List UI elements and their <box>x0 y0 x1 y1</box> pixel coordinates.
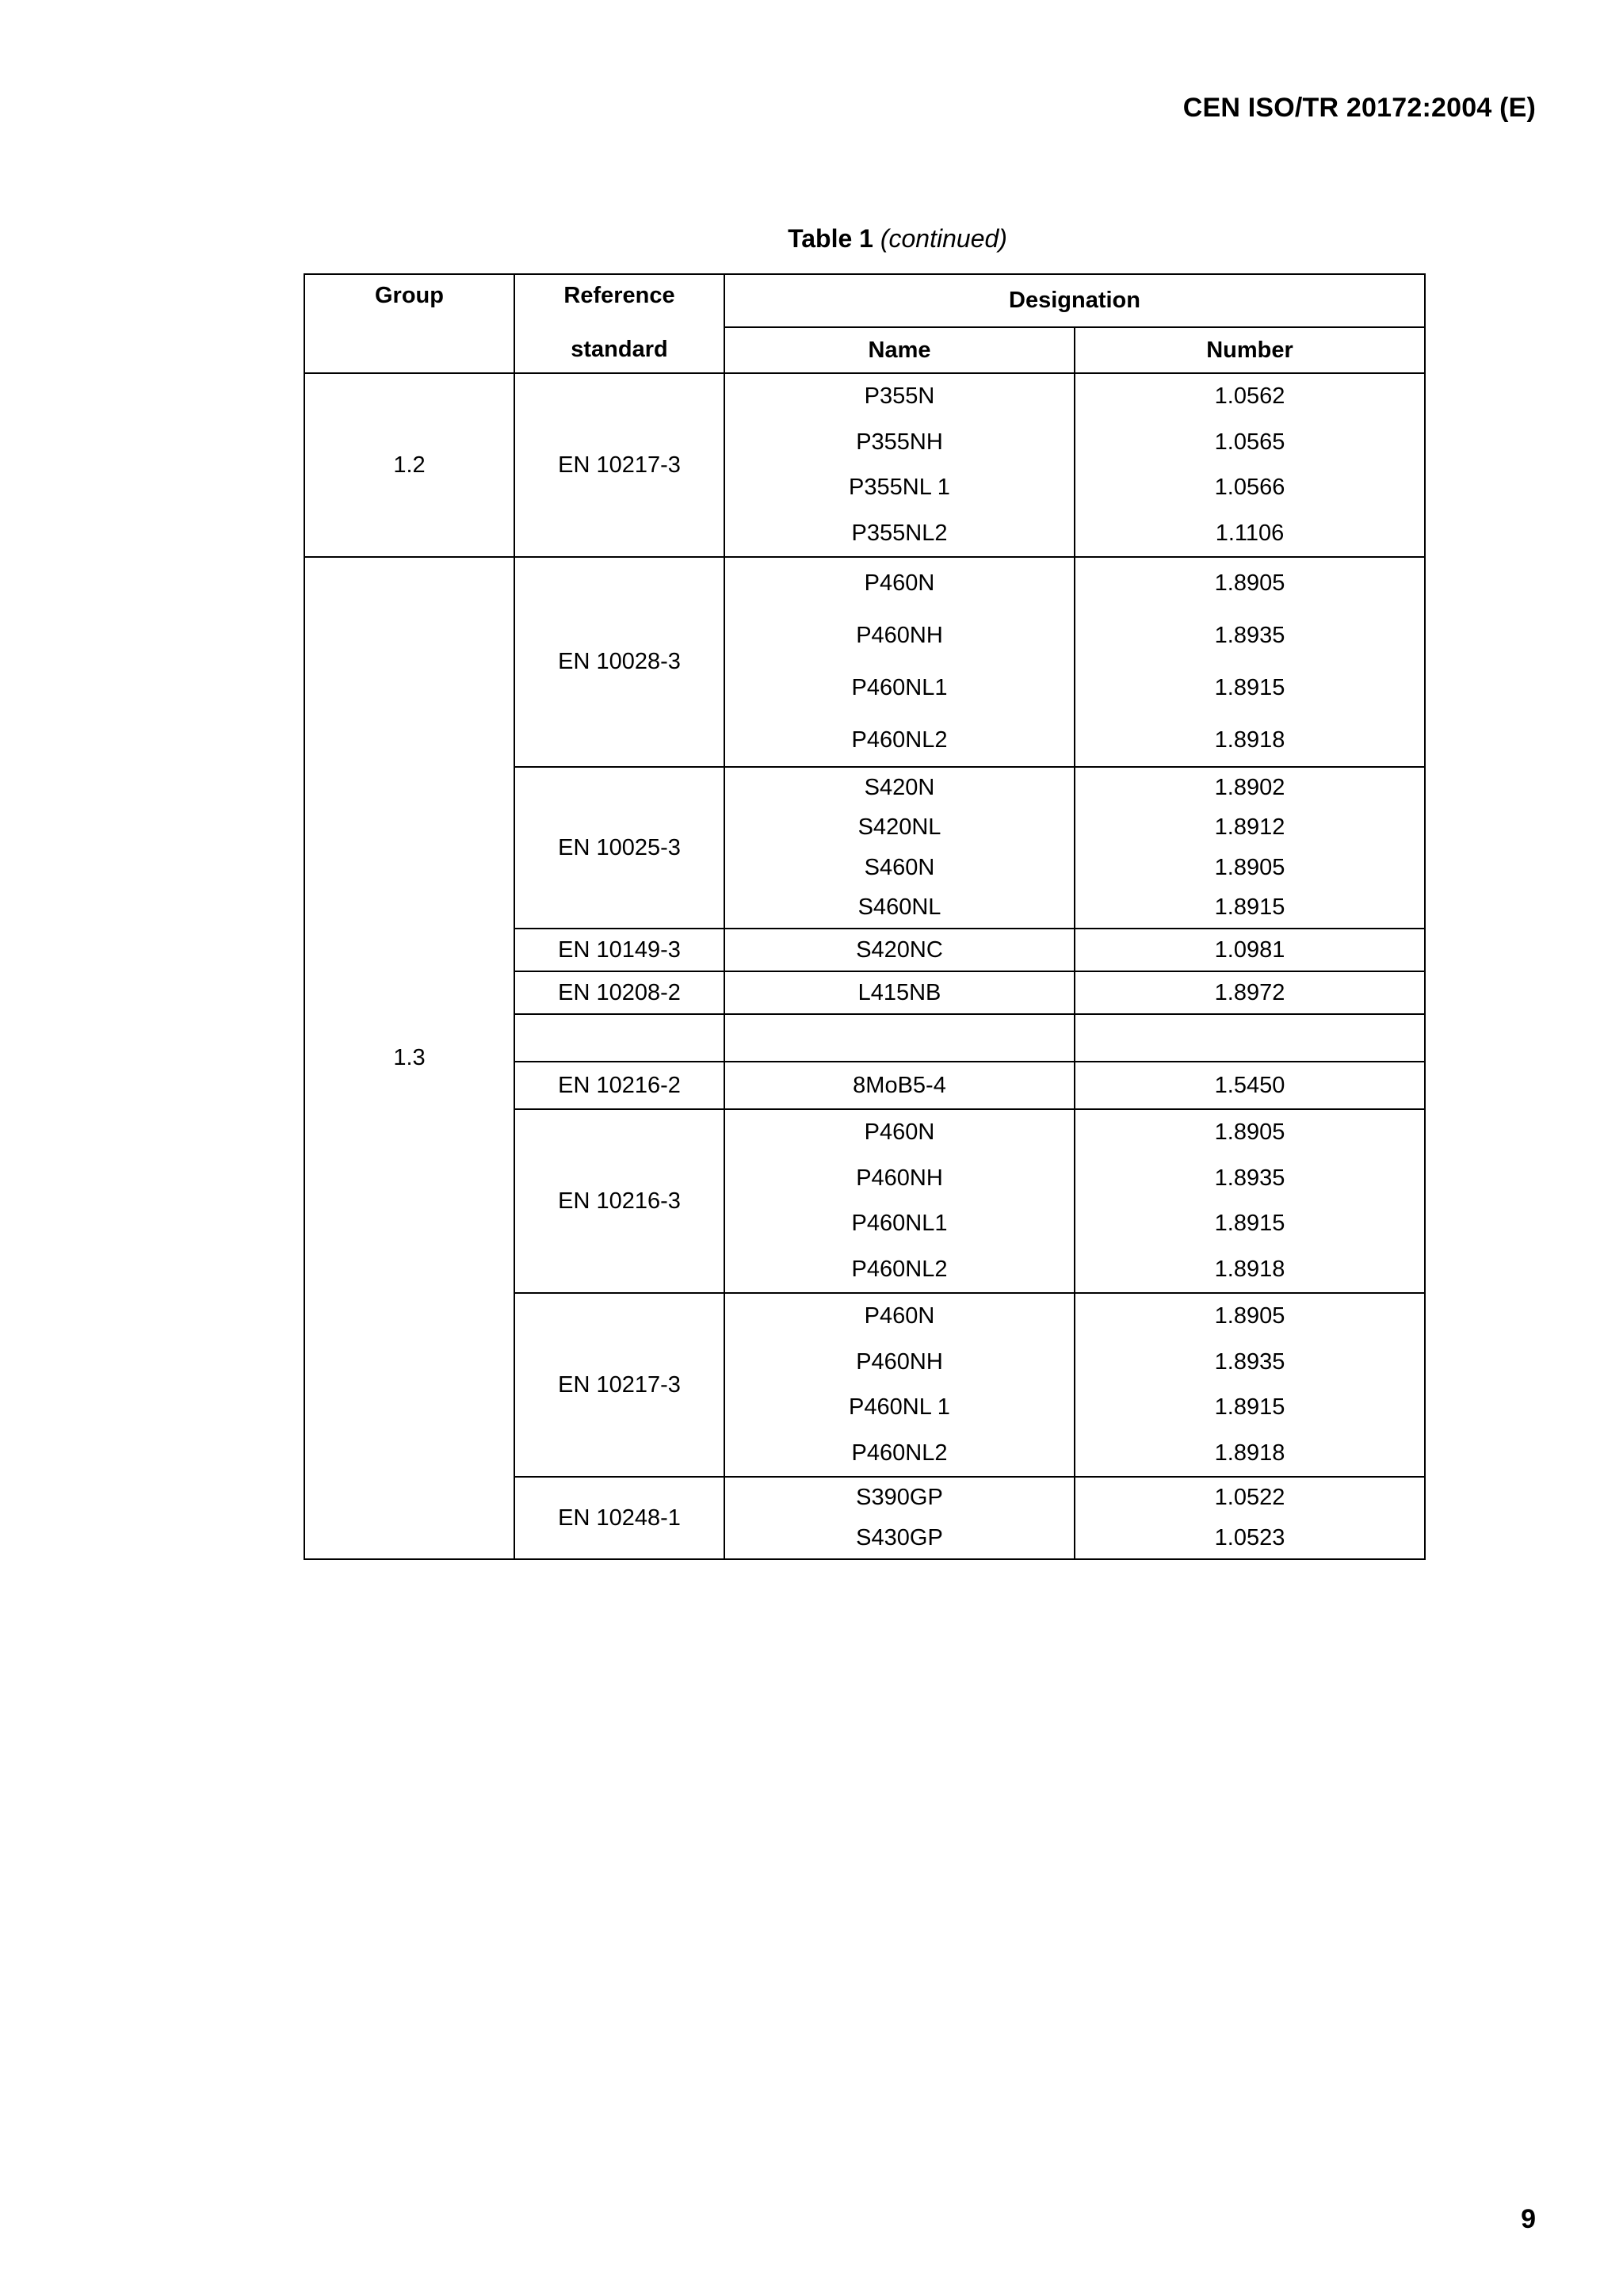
designation-name-cell <box>724 1477 1075 1559</box>
designation-number-value: 1.0562 <box>1214 383 1285 410</box>
table-caption-continued: (continued) <box>880 224 1007 253</box>
designation-number-cell <box>1075 1062 1425 1109</box>
designation-name-value: P460NL2 <box>851 1440 948 1466</box>
designation-name-cell <box>724 1014 1075 1062</box>
designation-number-value: 1.8905 <box>1214 570 1285 597</box>
designation-number-cell <box>1075 373 1425 557</box>
designation-name-cell <box>724 373 1075 557</box>
reference-standard-cell <box>514 1014 724 1062</box>
designation-name-value: P355N <box>864 383 935 410</box>
designation-name-cell <box>724 767 1075 929</box>
reference-header: Reference <box>514 274 724 327</box>
designation-name-value: P460NL2 <box>851 1256 948 1282</box>
reference-standard-cell: EN 10217-3 <box>514 1293 724 1477</box>
designation-name-value: P460NH <box>856 1348 943 1375</box>
reference-standard-cell: EN 10217-3 <box>514 373 724 557</box>
designation-name-value: S460N <box>864 854 935 880</box>
designation-name-value: P355NL2 <box>851 520 948 546</box>
reference-standard-cell: EN 10028-3 <box>514 557 724 767</box>
designation-number-value: 1.0523 <box>1214 1525 1285 1550</box>
designation-number-value: 1.8972 <box>1214 979 1285 1005</box>
reference-standard-cell: EN 10216-3 <box>514 1109 724 1293</box>
designation-number-value: 1.1106 <box>1215 520 1285 546</box>
designation-name-value: S420NL <box>857 814 941 841</box>
designation-name-value: P460N <box>864 570 935 597</box>
designation-number-value: 1.0566 <box>1214 475 1285 501</box>
table-caption-label: Table 1 <box>788 224 873 253</box>
name-header: Name <box>724 327 1075 373</box>
designation-number-value: 1.0981 <box>1214 936 1285 963</box>
designation-name-value: P460NH <box>856 1165 943 1191</box>
designation-table <box>304 273 1426 1560</box>
designation-number-value: 1.8915 <box>1214 1211 1285 1237</box>
designation-name-cell <box>724 929 1075 971</box>
designation-name-value: S390GP <box>856 1485 943 1510</box>
table-row <box>304 373 1425 557</box>
designation-name-cell <box>724 971 1075 1014</box>
designation-name-value: P460N <box>864 1303 935 1329</box>
designation-number-cell <box>1075 767 1425 929</box>
designation-number-cell <box>1075 1109 1425 1293</box>
designation-number-value: 1.8915 <box>1214 674 1285 700</box>
document-id: CEN ISO/TR 20172:2004 (E) <box>1182 93 1536 123</box>
page-number: 9 <box>1521 2204 1536 2234</box>
designation-name-value: 8MoB5-4 <box>853 1072 946 1098</box>
designation-number-value: 1.8905 <box>1214 854 1285 880</box>
table-row <box>304 557 1425 767</box>
designation-name-value: P460NL1 <box>851 674 948 700</box>
designation-number-value: 1.0565 <box>1214 429 1285 455</box>
designation-number-cell <box>1075 1293 1425 1477</box>
designation-number-value: 1.8935 <box>1214 1348 1285 1375</box>
number-header: Number <box>1075 327 1425 373</box>
designation-header: Designation <box>724 274 1425 327</box>
designation-number-value: 1.8918 <box>1214 727 1285 753</box>
designation-number-value: 1.8918 <box>1214 1256 1285 1282</box>
designation-name-value: S430GP <box>856 1525 943 1550</box>
designation-name-cell <box>724 1109 1075 1293</box>
designation-name-value: P460N <box>864 1119 935 1146</box>
designation-number-cell <box>1075 1014 1425 1062</box>
designation-name-value: S420NC <box>856 936 943 963</box>
reference-standard-cell: EN 10025-3 <box>514 767 724 929</box>
designation-number-value: 1.8918 <box>1214 1440 1285 1466</box>
reference-header-line2: standard <box>514 327 724 373</box>
designation-name-cell <box>724 1062 1075 1109</box>
designation-name-cell <box>724 1293 1075 1477</box>
designation-number-cell <box>1075 557 1425 767</box>
designation-name-value: L415NB <box>857 979 941 1005</box>
reference-standard-cell: EN 10248-1 <box>514 1477 724 1559</box>
designation-name-value: S460NL <box>857 894 941 921</box>
header-row-2 <box>304 327 1425 373</box>
reference-standard-cell: EN 10208-2 <box>514 971 724 1014</box>
designation-number-value: 1.8935 <box>1214 623 1285 649</box>
designation-number-cell <box>1075 971 1425 1014</box>
designation-number-value: 1.8935 <box>1214 1165 1285 1191</box>
designation-name-value: P460NH <box>856 623 943 649</box>
designation-number-value: 1.8902 <box>1214 774 1285 800</box>
designation-number-cell <box>1075 1477 1425 1559</box>
designation-name-value: P460NL1 <box>851 1211 948 1237</box>
designation-number-cell <box>1075 929 1425 971</box>
header-row-1 <box>304 274 1425 327</box>
designation-name-value: P355NH <box>856 429 943 455</box>
designation-name-value: P460NL2 <box>851 727 948 753</box>
reference-standard-cell: EN 10149-3 <box>514 929 724 971</box>
designation-name-cell <box>724 557 1075 767</box>
group-cell: 1.3 <box>304 557 514 1559</box>
designation-name-value: S420N <box>864 774 935 800</box>
designation-number-value: 1.8915 <box>1214 1394 1285 1421</box>
reference-standard-cell: EN 10216-2 <box>514 1062 724 1109</box>
designation-name-value: P460NL 1 <box>849 1394 950 1421</box>
group-header-continued <box>304 327 514 373</box>
designation-number-value: 1.8905 <box>1214 1119 1285 1146</box>
designation-number-value: 1.8905 <box>1214 1303 1285 1329</box>
designation-number-value: 1.8912 <box>1214 814 1285 841</box>
designation-number-value: 1.5450 <box>1214 1072 1285 1098</box>
designation-name-value: P355NL 1 <box>849 475 950 501</box>
group-cell: 1.2 <box>304 373 514 557</box>
designation-number-value: 1.0522 <box>1214 1485 1285 1510</box>
group-header: Group <box>304 274 514 327</box>
table-caption <box>0 224 1623 254</box>
designation-number-value: 1.8915 <box>1214 894 1285 921</box>
